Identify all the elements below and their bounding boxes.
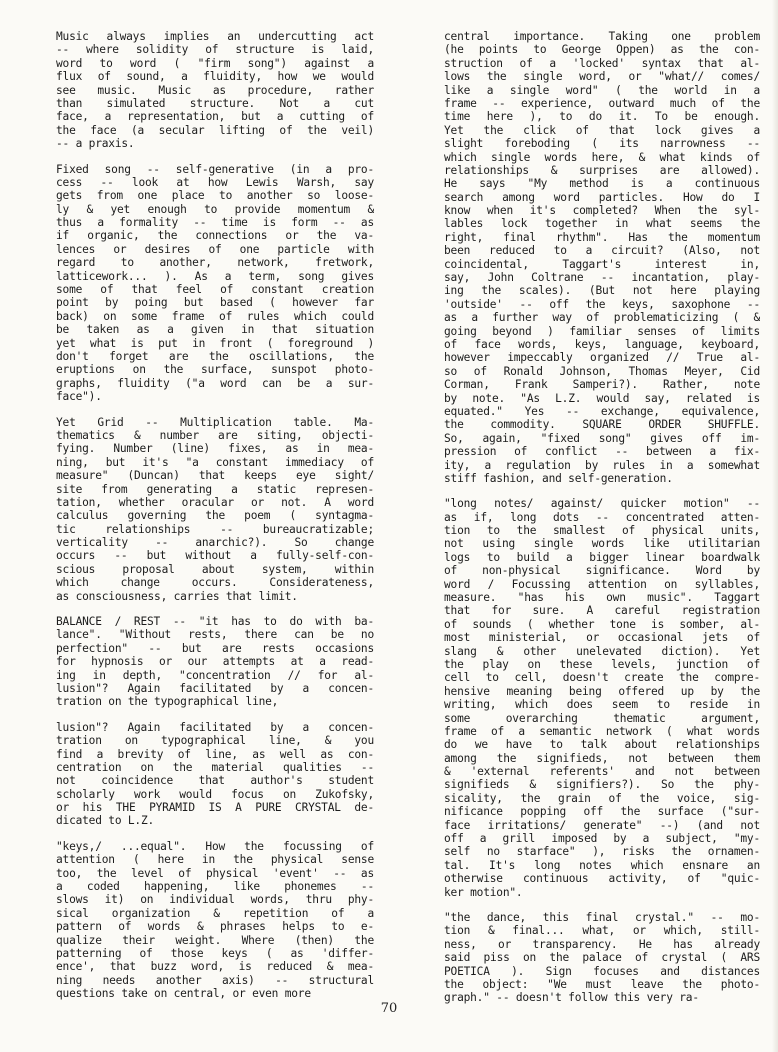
paragraph xyxy=(56,30,374,151)
text-line: time here ), to do it. To be enough. xyxy=(444,110,760,124)
text-line: frame of a semantic network ( what words xyxy=(444,724,760,738)
text-line: patterning of those keys ( as 'differ- xyxy=(56,947,374,960)
text-line: POETICA ). Sign focuses and distances xyxy=(444,964,760,978)
text-line: logs to build a bigger linear boardwalk xyxy=(444,550,760,564)
text-line: verticality -- anarchic?). So change xyxy=(56,536,374,550)
text-line: qualize their weight. Where (then) the xyxy=(56,933,374,947)
text-line: however impeccably organized // True al- xyxy=(444,351,760,365)
text-line: off a grill imposed by a subject, "my- xyxy=(444,832,760,846)
text-line: dicated to L.Z. xyxy=(56,814,155,828)
text-line: thus a formality -- time is form -- as xyxy=(56,216,374,230)
text-line: ence', that buzz word, is reduced & mea- xyxy=(56,960,374,974)
text-line: self no starface" ), risks the ornamen- xyxy=(444,845,760,859)
text-line: know when it's completed? When the syl- xyxy=(444,204,760,218)
text-line: too, the level of physical 'event' -- as xyxy=(56,866,374,880)
text-line: ning, but it's "a constant immediacy of xyxy=(56,455,374,469)
text-line: site from generating a static represen- xyxy=(56,482,374,496)
text-line: Corman, Frank Samperi?). Rather, note xyxy=(444,378,760,392)
text-line: word to word ( "firm song") against a xyxy=(56,56,374,70)
text-line: occurs -- but without a fully-self-con- xyxy=(56,549,374,563)
text-line: the commodity. SQUARE ORDER SHUFFLE. xyxy=(444,418,760,432)
text-line: a coded happening, like phonemes -- xyxy=(56,880,374,894)
text-line: point by poing but based ( however far xyxy=(56,296,374,310)
text-line: search among word particles. How do I xyxy=(444,190,760,204)
text-line: not coincidence that author's student xyxy=(56,774,374,788)
text-line: that for sure. A careful registration xyxy=(444,604,760,618)
text-line: ness, or transparency. He has already xyxy=(444,937,760,951)
text-line: which change occurs. Considerateness, xyxy=(56,576,374,590)
text-line: do we have to talk about relationships xyxy=(444,738,760,752)
text-line: as if, long dots -- concentrated atten- xyxy=(444,510,760,524)
paragraph xyxy=(56,416,374,603)
text-line: & 'external referents' and not between xyxy=(444,765,760,779)
text-line: said piss on the palace of crystal ( ARS xyxy=(444,951,760,965)
text-line: don't forget are the oscillations, the xyxy=(56,349,374,363)
paragraph xyxy=(444,30,760,485)
text-line: calculus governing the poem ( syntagma- xyxy=(56,509,374,523)
text-line: right, final rhythm". Has the momentum xyxy=(444,230,760,244)
text-line: coincidental, Taggart's interest in, xyxy=(444,257,760,271)
text-line: not using single words like utilitarian xyxy=(444,537,760,551)
text-line: fying. Number (line) fixes, as in mea- xyxy=(56,442,374,456)
text-line: sical organization & repetition of a xyxy=(56,906,374,920)
text-line: yet what is put in front ( foreground ) xyxy=(56,336,374,350)
page-edge-shadow xyxy=(772,0,778,1052)
text-line: ing in depth, "concentration // for al- xyxy=(56,668,374,682)
paragraph xyxy=(56,721,374,828)
text-line: than simulated structure. Not a cut xyxy=(56,96,374,110)
text-line: So, again, "fixed song" gives off im- xyxy=(444,431,760,445)
text-line: tration on the typographical line, xyxy=(56,695,279,709)
text-line: frame -- experience, outward much of the xyxy=(444,96,760,110)
text-line: the object: "We must leave the photo- xyxy=(444,977,760,991)
text-line: ing the scales). (But not here playing xyxy=(444,284,760,298)
text-line: most ministerial, or occasional jets of xyxy=(444,631,760,645)
text-line: hensive meaning being offered up by the xyxy=(444,684,760,698)
text-line: which single words here, & what kinds of xyxy=(444,150,760,164)
text-line: among the signifieds, not between them xyxy=(444,751,760,765)
text-line: tion & final... what, or which, still- xyxy=(444,924,760,938)
text-line: tration on typographical line, & you xyxy=(56,734,374,748)
text-line: (he points to George Oppen) as the con- xyxy=(444,43,760,57)
text-line: lables lock together in what seems the xyxy=(444,217,760,231)
paragraph xyxy=(56,163,374,404)
text-line: slang & other unelevated diction). Yet xyxy=(444,644,760,658)
text-line: cess -- look at how Lewis Warsh, say xyxy=(56,175,374,189)
paragraph xyxy=(444,497,760,899)
text-line: flux of sound, a fluidity, how we would xyxy=(56,70,374,84)
text-line: signifieds & signifiers?). So the phy- xyxy=(444,778,760,792)
text-line: going beyond ) familiar senses of limits xyxy=(444,324,760,338)
paragraph xyxy=(56,840,374,1001)
text-line: pression of conflict -- between a fix- xyxy=(444,445,760,459)
text-line: of non-physical significance. Word by xyxy=(444,564,760,578)
text-line: lences or desires of one particle with xyxy=(56,242,374,256)
text-line: eruptions on the surface, sunspot photo- xyxy=(56,363,374,377)
text-line: scholarly work would focus on Zukofsky, xyxy=(56,787,374,801)
text-line: -- a praxis. xyxy=(56,137,135,151)
text-line: tic relationships -- bureaucratizable; xyxy=(56,522,374,536)
text-line: latticework... ). As a term, song gives xyxy=(56,269,374,283)
text-line: questions take on central, or even more xyxy=(56,987,311,1001)
text-line: some of that feel of constant creation xyxy=(56,283,374,297)
text-line: lusion"? Again facilitated by a concen- xyxy=(56,720,374,734)
text-line: stiff fashion, and self-generation. xyxy=(444,471,673,485)
text-line: attention ( here in the physical sense xyxy=(56,853,374,867)
text-line: ity, a regulation by rules in a somewhat xyxy=(444,458,760,472)
text-line: ly & yet enough to provide momentum & xyxy=(56,202,374,216)
text-line: tal. It's long notes which ensnare an xyxy=(444,858,760,872)
text-line: Yet Grid -- Multiplication table. Ma- xyxy=(56,415,374,429)
text-line: lows the single word, or "what// comes/ xyxy=(444,70,760,84)
text-line: -- where solidity of structure is laid, xyxy=(56,43,374,57)
text-line: pattern of words & phrases helps to e- xyxy=(56,920,374,934)
text-line: "long notes/ against/ quicker motion" -- xyxy=(444,497,760,511)
text-line: gets from one place to another so loose- xyxy=(56,189,374,203)
text-line: scious proposal about system, within xyxy=(56,562,374,576)
text-line: as consciousness, carries that limit. xyxy=(56,589,298,603)
text-line: lusion"? Again facilitated by a concen- xyxy=(56,681,374,695)
text-line: perfection" -- but are rests occasions xyxy=(56,641,374,655)
text-line: as a further way of problematicizing ( & xyxy=(444,311,760,325)
text-line: sicality, the grain of the voice, sig- xyxy=(444,791,760,805)
text-line: of sounds ( whether tone is somber, al- xyxy=(444,617,760,631)
text-line: equated." Yes -- exchange, equivalence, xyxy=(444,404,760,418)
text-line: 'outside' -- off the keys, saxophone -- xyxy=(444,297,760,311)
text-line: tion to the smallest of physical units, xyxy=(444,524,760,538)
text-line: lance". "Without rests, there can be no xyxy=(56,628,374,642)
text-line: cell to cell, doesn't create the compre- xyxy=(444,671,760,685)
text-line: ker motion". xyxy=(444,885,523,899)
text-line: the play on these levels, junction of xyxy=(444,657,760,671)
text-line: or his THE PYRAMID IS A PURE CRYSTAL de- xyxy=(56,801,374,815)
text-line: struction of a 'locked' syntax that al- xyxy=(444,56,760,70)
text-line: measure. "has his own music". Taggart xyxy=(444,591,760,605)
text-line: face"). xyxy=(56,390,102,404)
text-line: say, John Coltrane -- incantation, play- xyxy=(444,271,760,285)
text-line: like a single word" ( the world in a xyxy=(444,83,760,97)
text-line: graph." -- doesn't follow this very ra- xyxy=(444,991,699,1005)
text-line: the face (a secular lifting of the veil) xyxy=(56,123,374,137)
text-line: "the dance, this final crystal." -- mo- xyxy=(444,911,760,924)
text-line: Yet the click of that lock gives a xyxy=(444,123,760,137)
text-line: for hypnosis or our attempts at a read- xyxy=(56,655,374,669)
page-number: 70 xyxy=(380,1001,398,1016)
text-line: nificance popping off the surface ("sur- xyxy=(444,805,760,819)
text-line: find a brevity of line, as well as con- xyxy=(56,747,374,761)
text-line: of face words, keys, language, keyboard, xyxy=(444,337,760,351)
text-line: by note. "As L.Z. would say, related is xyxy=(444,391,760,405)
paragraph xyxy=(56,615,374,709)
text-line: regard to another, network, fretwork, xyxy=(56,256,374,270)
text-line: ning needs another axis) -- structural xyxy=(56,973,374,987)
text-line: face, a representation, but a cutting of xyxy=(56,110,374,124)
text-line: thematics & number are siting, objecti- xyxy=(56,428,374,442)
text-line: writing, which does seem to reside in xyxy=(444,698,760,712)
text-line: centration on the material qualities -- xyxy=(56,760,374,774)
text-line: be taken as a given in that situation xyxy=(56,323,374,337)
text-line: He says "My method is a continuous xyxy=(444,177,760,191)
text-line: otherwise continuous activity, of "quic- xyxy=(444,872,760,886)
text-line: slows it) on individual words, thru phy- xyxy=(56,893,374,907)
text-line: word / Focussing attention on syllables, xyxy=(444,577,760,591)
text-line: some overarching thematic argument, xyxy=(444,711,760,725)
text-line: measure" (Duncan) that keeps eye sight/ xyxy=(56,469,374,483)
right-text-column xyxy=(444,30,760,1017)
text-line: so of Ronald Johnson, Thomas Meyer, Cid xyxy=(444,364,760,378)
text-line: relationships & surprises are allowed). xyxy=(444,163,760,177)
text-line: BALANCE / REST -- "it has to do with ba- xyxy=(56,615,374,629)
text-line: tation, whether oracular or not. A word xyxy=(56,495,374,509)
text-line: been reduced to a circuit? (Also, not xyxy=(444,244,760,258)
paragraph xyxy=(444,911,760,1005)
text-line: if organic, the connections or the va- xyxy=(56,229,374,243)
text-line: face irritations/ generate" --) (and not xyxy=(444,818,760,832)
text-line: back) on some frame of rules which could xyxy=(56,309,374,323)
text-line: central importance. Taking one problem xyxy=(444,30,760,43)
text-line: Fixed song -- self-generative (in a pro- xyxy=(56,162,374,176)
left-text-column xyxy=(56,30,374,1013)
text-line: see music. Music as procedure, rather xyxy=(56,83,374,97)
text-line: slight foreboding ( its narrowness -- xyxy=(444,137,760,151)
text-line: graphs, fluidity ("a word can be a sur- xyxy=(56,376,374,390)
text-line: Music always implies an undercutting act xyxy=(56,30,374,43)
text-line: "keys,/ ...equal". How the focussing of xyxy=(56,839,374,853)
